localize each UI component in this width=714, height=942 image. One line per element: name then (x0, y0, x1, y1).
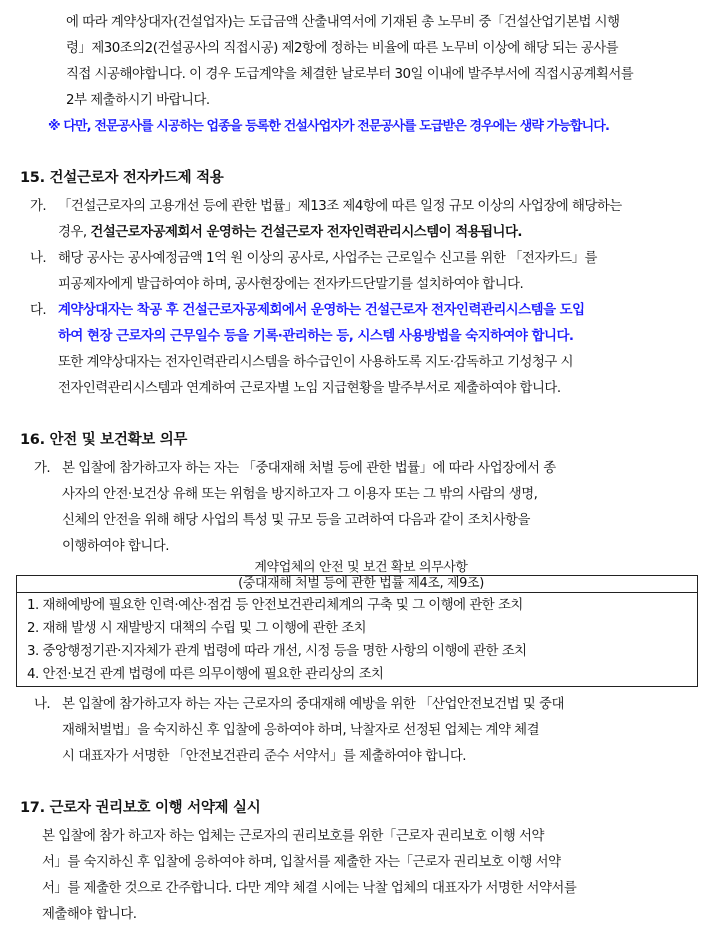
section-15-na-marker: 나. (30, 251, 47, 266)
section-15-ga-marker: 가. (30, 199, 47, 214)
intro-line-3: 직접 시공해야합니다. 이 경우 도급계약을 체결한 날로부터 30일 이내에 발주부서에 직접시공계획서를 (66, 67, 634, 82)
intro-line-4: 2부 제출하시기 바랍니다. (66, 93, 210, 108)
section-15-da-line-3: 또한 계약상대자는 전자인력관리시스템을 하수급인이 사용하도록 지도·감독하고 기성청구 시 (58, 355, 574, 370)
section-17-line-3: 서」를 제출한 것으로 간주합니다. 다만 계약 체결 시에는 낙찰 업체의 대표자가 서명한 서약서를 (42, 881, 577, 896)
section-16-ga-marker: 가. (34, 461, 51, 476)
section-16-heading: 16. 안전 및 보건확보 의무 (20, 432, 188, 448)
section-15-ga-line-2-plain: 경우, (58, 225, 91, 240)
table-row: 1. 재해예방에 필요한 인력·예산·점검 등 안전보건관리체계의 구축 및 그 이행에 관한 조치 (27, 598, 523, 613)
section-17-line-4: 제출해야 합니다. (42, 907, 137, 922)
section-15-ga-line-1: 「건설근로자의 고용개선 등에 관한 법률」제13조 제4항에 따른 일정 규모 이상의 사업장에 해당하는 (58, 199, 622, 214)
section-16-ga-line-3: 신체의 안전을 위해 해당 사업의 특성 및 규모 등을 고려하여 다음과 같이 조치사항을 (62, 513, 530, 528)
section-16-ga-line-2: 사자의 안전·보건상 유해 또는 위험을 방지하고자 그 이용자 또는 그 밖의 사람의 생명, (62, 487, 538, 502)
table-title-2: (중대재해 처벌 등에 관한 법률 제4조, 제9조) (238, 576, 484, 591)
intro-line-2: 령」제30조의2(건설공사의 직접시공) 제2항에 정하는 비율에 따른 노무비 이상에 해당 되는 공사를 (66, 41, 619, 56)
section-15-da-line-4: 전자인력관리시스템과 연계하여 근로자별 노임 지급현황을 발주부서로 제출하여야 합니다. (58, 381, 561, 396)
section-17-line-2: 서」를 숙지하신 후 입찰에 응하여야 하며, 입찰서를 제출한 자는「근로자 권리보호 이행 서약 (42, 855, 561, 870)
section-15-ga-line-2 (58, 224, 522, 242)
section-16-ga-line-4: 이행하여야 합니다. (62, 539, 169, 554)
section-16-na-marker: 나. (34, 697, 51, 712)
section-17-heading: 17. 근로자 권리보호 이행 서약제 실시 (20, 800, 261, 816)
section-16-na-line-2: 재해처벌법」을 숙지하신 후 입찰에 응하여야 하며, 낙찰자로 선정된 업체는 계약 체결 (62, 723, 540, 738)
section-15-da-marker: 다. (30, 303, 47, 318)
section-16-na-line-3: 시 대표자가 서명한 「안전보건관리 준수 서약서」를 제출하여야 합니다. (62, 749, 467, 764)
section-15-da-line-1: 계약상대자는 착공 후 건설근로자공제회에서 운영하는 건설근로자 전자인력관리시스템을 도입 (58, 303, 585, 318)
section-15-na-line-1: 해당 공사는 공사예정금액 1억 원 이상의 공사로, 사업주는 근로일수 신고를 위한 「전자카드」를 (58, 251, 597, 266)
table-title-1: 계약업체의 안전 및 보건 확보 의무사항 (254, 560, 468, 575)
section-15-heading: 15. 건설근로자 전자카드제 적용 (20, 170, 224, 186)
intro-line-1: 에 따라 계약상대자(건설업자)는 도급금액 산출내역서에 기재된 총 노무비 중「건설산업기본법 시행 (66, 15, 620, 30)
section-15-na-line-2: 피공제자에게 발급하여야 하며, 공사현장에는 전자카드단말기를 설치하여야 합니다. (58, 277, 524, 292)
table-row: 2. 재해 발생 시 재발방지 대책의 수립 및 그 이행에 관한 조치 (27, 621, 367, 636)
section-16-na-line-1: 본 입찰에 참가하고자 하는 자는 근로자의 중대재해 예방을 위한 「산업안전보건법 및 중대 (62, 697, 564, 712)
section-15-da-line-2: 하여 현장 근로자의 근무일수 등을 기록·관리하는 등, 시스템 사용방법을 숙지하여야 합니다. (58, 329, 574, 344)
section-17-line-1: 본 입찰에 참가 하고자 하는 업체는 근로자의 권리보호를 위한「근로자 권리보호 이행 서약 (42, 829, 544, 844)
section-15-ga-line-2-bold: 건설근로자공제회서 운영하는 건설근로자 전자인력관리시스템이 적용됩니다. (90, 225, 522, 240)
table-row: 3. 중앙행정기관·지자체가 관계 법령에 따라 개선, 시정 등을 명한 사항의 이행에 관한 조치 (27, 644, 527, 659)
table-row: 4. 안전·보건 관계 법령에 따른 의무이행에 필요한 관리상의 조치 (27, 667, 384, 682)
section-16-ga-line-1: 본 입찰에 참가하고자 하는 자는 「중대재해 처벌 등에 관한 법률」에 따라 사업장에서 종 (62, 461, 556, 476)
intro-note: ※ 다만, 전문공사를 시공하는 업종을 등록한 건설사업자가 전문공사를 도급받은 경우에는 생략 가능합니다. (48, 119, 609, 134)
